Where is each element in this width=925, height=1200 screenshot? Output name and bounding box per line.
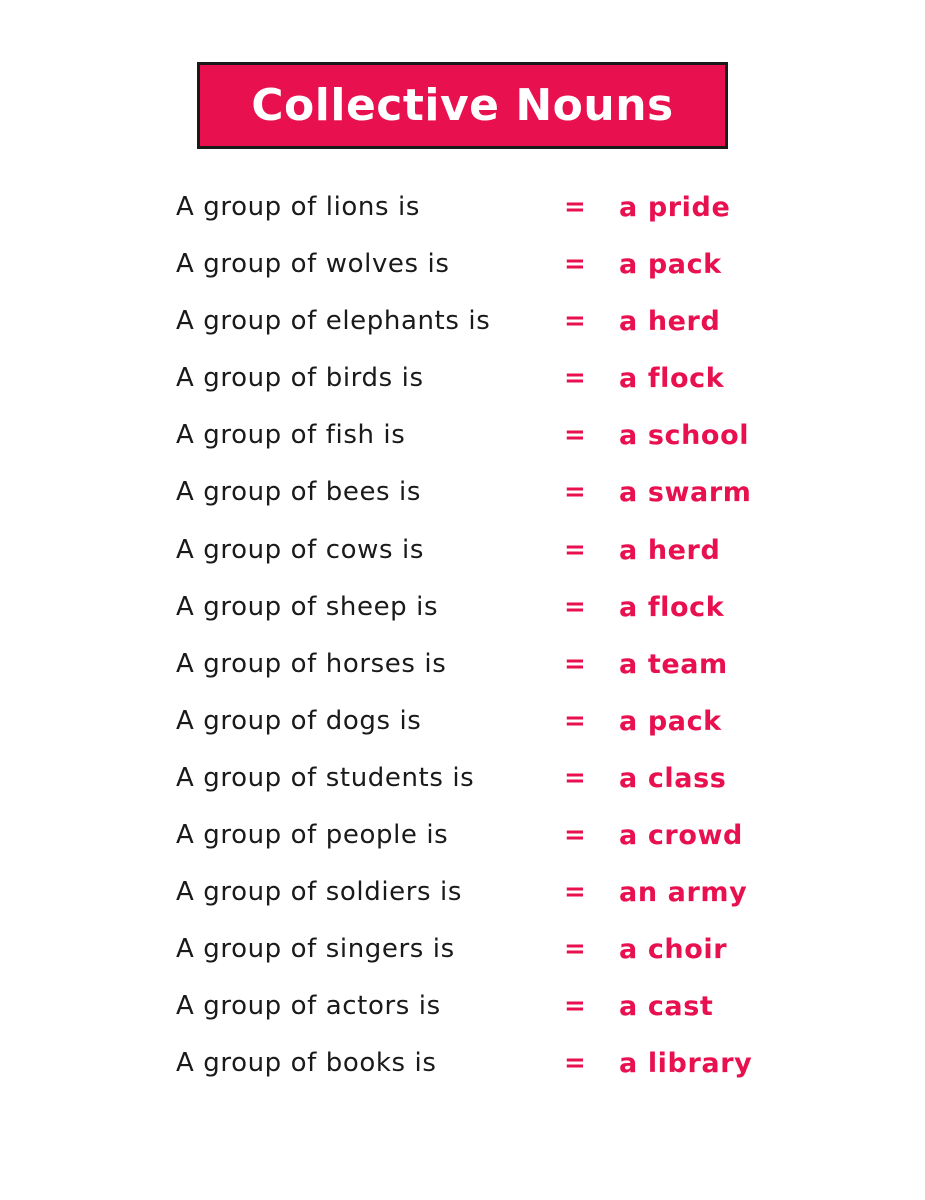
- group-phrase: A group of singers is: [176, 934, 455, 965]
- group-phrase: A group of dogs is: [176, 705, 422, 736]
- equals-sign: =: [564, 877, 586, 908]
- collective-noun: a flock: [619, 363, 725, 395]
- equals-sign: =: [564, 192, 586, 222]
- collective-noun: a herd: [619, 534, 721, 566]
- group-phrase: A group of sheep is: [176, 591, 439, 622]
- list-item: [176, 302, 816, 359]
- group-phrase: A group of students is: [176, 762, 475, 793]
- equals-sign: =: [564, 762, 586, 793]
- list-item: [176, 188, 816, 245]
- equals-sign: =: [564, 820, 586, 851]
- group-phrase: A group of fish is: [176, 420, 406, 451]
- list-item: [176, 930, 816, 987]
- group-phrase: A group of people is: [176, 820, 449, 851]
- list-item: [176, 645, 816, 702]
- collective-noun: a pride: [619, 192, 731, 223]
- page-title: Collective Nouns: [251, 79, 674, 131]
- group-phrase: A group of birds is: [176, 363, 424, 394]
- list-item: [176, 588, 816, 645]
- group-phrase: A group of soldiers is: [176, 877, 463, 908]
- equals-sign: =: [564, 591, 586, 622]
- equals-sign: =: [564, 477, 586, 508]
- equals-sign: =: [564, 705, 586, 736]
- collective-noun: a crowd: [619, 820, 743, 852]
- collective-nouns-list: [176, 188, 816, 1102]
- collective-noun: a team: [619, 648, 728, 680]
- group-phrase: A group of bees is: [176, 477, 422, 508]
- equals-sign: =: [564, 1048, 586, 1079]
- equals-sign: =: [564, 534, 586, 565]
- list-item: [176, 245, 816, 302]
- list-item: [176, 702, 816, 759]
- collective-noun: a flock: [619, 591, 725, 623]
- group-phrase: A group of elephants is: [176, 306, 491, 337]
- list-item: [176, 416, 816, 473]
- collective-noun: a cast: [619, 991, 714, 1023]
- list-item: [176, 816, 816, 873]
- list-item: [176, 987, 816, 1044]
- equals-sign: =: [564, 249, 586, 280]
- group-phrase: A group of horses is: [176, 648, 447, 679]
- equals-sign: =: [564, 648, 586, 679]
- collective-noun: a pack: [619, 705, 722, 737]
- group-phrase: A group of cows is: [176, 534, 424, 565]
- collective-noun: a pack: [619, 249, 722, 281]
- list-item: [176, 359, 816, 416]
- collective-noun: a herd: [619, 306, 721, 338]
- collective-noun: a swarm: [619, 477, 752, 509]
- list-item: [176, 873, 816, 930]
- group-phrase: A group of actors is: [176, 991, 441, 1022]
- group-phrase: A group of books is: [176, 1048, 437, 1079]
- collective-noun: a school: [619, 420, 750, 452]
- list-item: [176, 1044, 816, 1101]
- collective-noun: a library: [619, 1048, 753, 1080]
- group-phrase: A group of lions is: [176, 192, 420, 222]
- list-item: [176, 759, 816, 816]
- group-phrase: A group of wolves is: [176, 249, 450, 280]
- equals-sign: =: [564, 420, 586, 451]
- collective-noun: a class: [619, 762, 727, 794]
- equals-sign: =: [564, 991, 586, 1022]
- equals-sign: =: [564, 934, 586, 965]
- title-banner: [197, 62, 728, 149]
- list-item: [176, 531, 816, 588]
- equals-sign: =: [564, 363, 586, 394]
- collective-noun: a choir: [619, 934, 728, 966]
- equals-sign: =: [564, 306, 586, 337]
- list-item: [176, 473, 816, 530]
- collective-noun: an army: [619, 877, 748, 909]
